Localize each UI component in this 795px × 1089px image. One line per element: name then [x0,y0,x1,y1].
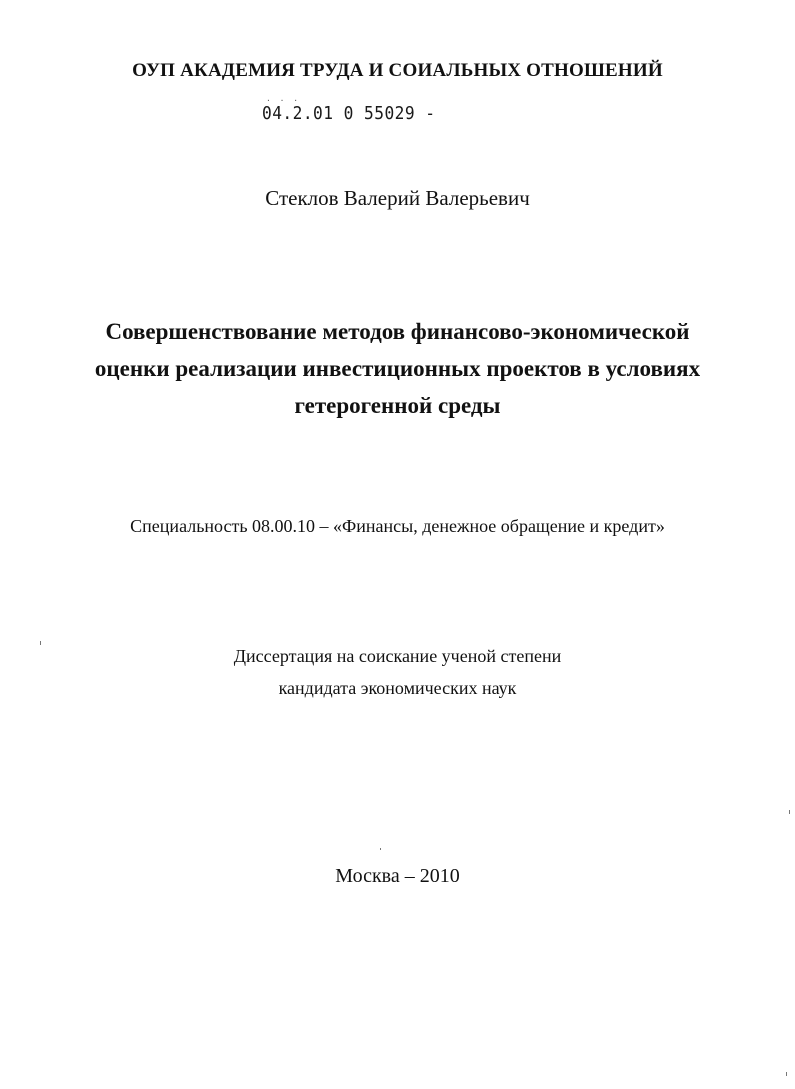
scan-speck [786,1072,787,1076]
specialty-line: Специальность 08.00.10 – «Финансы, денежное обращение и кредит» [130,516,665,536]
archive-stamp-number: 04.2.01 0 55029 - [262,103,436,124]
scan-speck [789,810,790,814]
stamp-marks: · · · [266,96,301,105]
degree-statement [0,640,795,704]
title-line: гетерогенной среды [294,393,501,418]
degree-line: кандидата экономических наук [278,678,517,698]
city-year: Москва – 2010 [335,865,460,887]
dissertation-title [0,313,795,424]
scan-speck [40,641,41,645]
title-line: оценки реализации инвестиционных проектов в условиях [94,356,701,381]
degree-line: Диссертация на соискание ученой степени [233,646,562,666]
author-name: Стеклов Валерий Валерьевич [265,186,530,210]
title-line: Совершенствование методов финансово-экономической [105,319,690,344]
institution-heading: ОУП АКАДЕМИЯ ТРУДА И СОИАЛЬНЫХ ОТНОШЕНИЙ [132,60,663,81]
scan-speck [380,848,381,850]
